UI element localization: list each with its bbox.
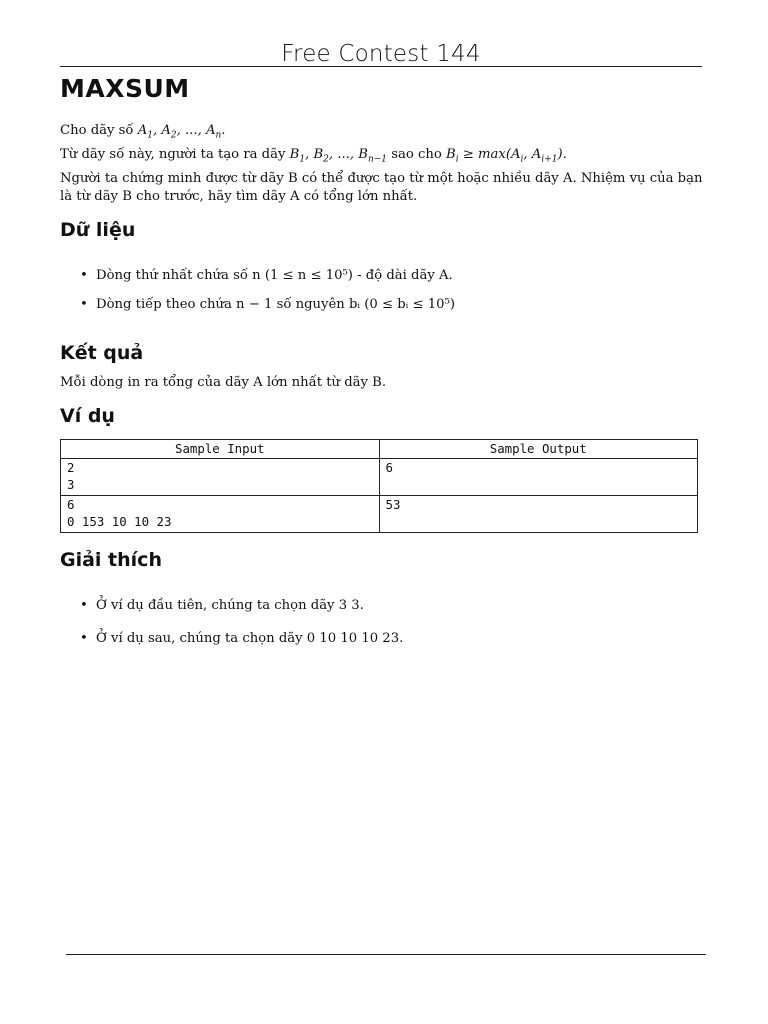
bullet-icon: • [80,268,88,283]
explanation-bullet-1 [80,597,364,615]
sequence-a: $A_1$, $A_2$, ..., $A_n$. [137,123,226,141]
output-line: 6 [385,460,393,475]
sequence-b: $B_1$, $B_2$, ..., $B_{n-1}$ [289,147,388,165]
bullet-text: Dòng tiếp theo chứa n − 1 số nguyên bᵢ (0 ≤ bᵢ ≤ 10⁵) [96,297,455,312]
sample-output-cell [379,496,698,533]
input-line: 6 [67,497,75,512]
statement-text: Cho dãy số [60,123,134,138]
sample-input-cell [61,496,380,533]
sample-input-cell [61,459,380,496]
statement-line-1 [60,122,705,140]
input-line: 3 [67,477,75,492]
sample-output-cell [379,459,698,496]
table-header-row [61,440,698,459]
sample-table [60,439,698,533]
output-text: Mỗi dòng in ra tổng của dãy A lớn nhất từ dãy B. [60,375,387,390]
sample-input-header: Sample Input [61,440,380,459]
header-rule [60,66,702,67]
condition: $B_i \ge \max(A_i$, $A_{i+1}$). [446,147,567,165]
input-bullet-2 [80,296,455,314]
bullet-icon: • [80,631,88,646]
table-row [61,496,698,533]
bullet-text: Ở ví dụ sau, chúng ta chọn dãy 0 10 10 10 23. [96,631,404,646]
bullet-icon: • [80,598,88,613]
input-bullet-1 [80,267,453,285]
table-row [61,459,698,496]
bullet-icon: • [80,297,88,312]
statement-line-3: Người ta chứng minh được từ dãy B có thể được tạo từ một hoặc nhiều dãy A. Nhiệm vụ của bạn là từ dãy B cho trước, hãy tìm dãy A có tổng lớn nhất. [60,171,703,204]
output-heading: Kết quả [60,342,144,364]
statement-text-a: Từ dãy số này, người ta tạo ra dãy [60,147,286,162]
input-heading: Dữ liệu [60,219,136,241]
input-line: 2 [67,460,75,475]
statement-line-2 [60,146,705,164]
explanation-heading: Giải thích [60,549,162,571]
contest-header: Free Contest 144 [281,41,481,67]
footer-rule [66,954,706,955]
output-line: 53 [385,497,401,512]
example-heading: Ví dụ [60,405,115,427]
bullet-text: Dòng thứ nhất chứa số n (1 ≤ n ≤ 10⁵) - độ dài dãy A. [96,268,453,283]
problem-title: MAXSUM [60,74,190,103]
statement-text-b: sao cho [391,147,442,162]
input-line: 0 153 10 10 23 [67,514,172,529]
explanation-bullet-2 [80,630,403,648]
sample-output-header: Sample Output [379,440,698,459]
bullet-text: Ở ví dụ đầu tiên, chúng ta chọn dãy 3 3. [96,598,364,613]
